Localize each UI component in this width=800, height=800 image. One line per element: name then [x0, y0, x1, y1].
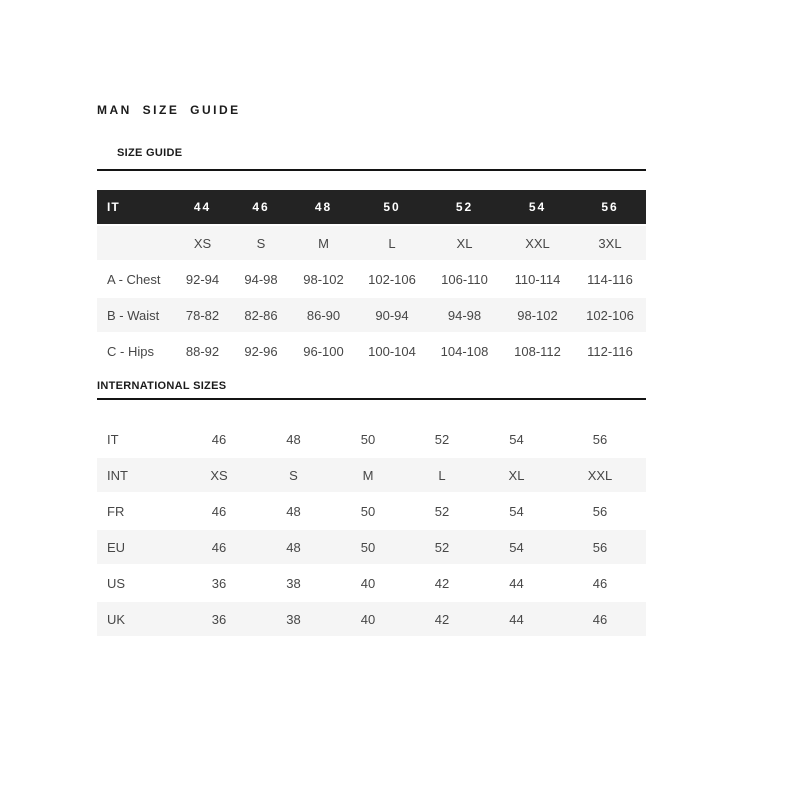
size-value-cell: 102-106: [574, 298, 646, 334]
page-title: MAN SIZE GUIDE: [97, 103, 241, 117]
header-size-cell: 46: [231, 190, 291, 226]
size-value-cell: 102-106: [356, 262, 428, 298]
size-value-cell: 52: [405, 494, 479, 530]
international-size-row: [97, 458, 646, 494]
header-region-cell: IT: [97, 190, 174, 226]
size-value-cell: 56: [554, 422, 646, 458]
size-value-cell: XS: [182, 458, 256, 494]
row-label-cell: C - Hips: [97, 334, 174, 370]
size-value-cell: 106-110: [428, 262, 501, 298]
size-value-cell: 96-100: [291, 334, 356, 370]
size-value-cell: 48: [256, 530, 331, 566]
size-value-cell: 50: [331, 422, 405, 458]
header-size-cell: 48: [291, 190, 356, 226]
size-value-cell: 78-82: [174, 298, 231, 334]
size-value-cell: 38: [256, 602, 331, 638]
size-value-cell: 56: [554, 494, 646, 530]
international-size-row: [97, 602, 646, 638]
size-value-cell: 110-114: [501, 262, 574, 298]
row-label-cell: UK: [97, 602, 182, 638]
size-value-cell: 112-116: [574, 334, 646, 370]
size-value-cell: 56: [554, 530, 646, 566]
size-value-cell: 54: [479, 530, 554, 566]
header-size-cell: 50: [356, 190, 428, 226]
size-value-cell: XS: [174, 226, 231, 262]
header-size-cell: 52: [428, 190, 501, 226]
size-guide-row: [97, 298, 646, 334]
header-size-cell: 54: [501, 190, 574, 226]
size-value-cell: 46: [554, 566, 646, 602]
size-value-cell: 40: [331, 566, 405, 602]
international-sizes-divider: [97, 398, 646, 400]
size-value-cell: M: [331, 458, 405, 494]
size-value-cell: 48: [256, 494, 331, 530]
size-value-cell: 44: [479, 602, 554, 638]
size-value-cell: 98-102: [291, 262, 356, 298]
size-value-cell: 90-94: [356, 298, 428, 334]
size-value-cell: 94-98: [428, 298, 501, 334]
row-label-cell: EU: [97, 530, 182, 566]
size-value-cell: L: [356, 226, 428, 262]
size-value-cell: 40: [331, 602, 405, 638]
size-value-cell: L: [405, 458, 479, 494]
size-value-cell: 48: [256, 422, 331, 458]
international-size-row: [97, 494, 646, 530]
size-value-cell: 114-116: [574, 262, 646, 298]
size-value-cell: XXL: [554, 458, 646, 494]
row-label-cell: A - Chest: [97, 262, 174, 298]
size-value-cell: XL: [479, 458, 554, 494]
international-size-row: [97, 530, 646, 566]
size-value-cell: 42: [405, 566, 479, 602]
size-guide-row: [97, 226, 646, 262]
row-label-cell: INT: [97, 458, 182, 494]
size-guide-divider: [97, 169, 646, 171]
row-label-cell: IT: [97, 422, 182, 458]
size-value-cell: 88-92: [174, 334, 231, 370]
size-value-cell: 86-90: [291, 298, 356, 334]
size-value-cell: S: [256, 458, 331, 494]
size-value-cell: 38: [256, 566, 331, 602]
size-value-cell: 46: [182, 494, 256, 530]
size-value-cell: 36: [182, 566, 256, 602]
size-value-cell: 46: [182, 422, 256, 458]
size-value-cell: 50: [331, 494, 405, 530]
international-size-row: [97, 422, 646, 458]
size-value-cell: XXL: [501, 226, 574, 262]
row-label-cell: US: [97, 566, 182, 602]
row-label-cell: FR: [97, 494, 182, 530]
row-label-cell: [97, 226, 174, 262]
size-value-cell: 108-112: [501, 334, 574, 370]
size-value-cell: 50: [331, 530, 405, 566]
size-value-cell: 46: [182, 530, 256, 566]
size-value-cell: 100-104: [356, 334, 428, 370]
size-value-cell: 92-96: [231, 334, 291, 370]
size-guide-row: [97, 262, 646, 298]
size-value-cell: M: [291, 226, 356, 262]
size-value-cell: 54: [479, 494, 554, 530]
header-size-cell: 44: [174, 190, 231, 226]
size-value-cell: XL: [428, 226, 501, 262]
international-size-row: [97, 566, 646, 602]
size-value-cell: 54: [479, 422, 554, 458]
size-guide-heading: SIZE GUIDE: [117, 147, 183, 159]
size-value-cell: 36: [182, 602, 256, 638]
size-value-cell: 52: [405, 422, 479, 458]
size-value-cell: S: [231, 226, 291, 262]
size-value-cell: 104-108: [428, 334, 501, 370]
size-value-cell: 94-98: [231, 262, 291, 298]
size-value-cell: 98-102: [501, 298, 574, 334]
size-value-cell: 52: [405, 530, 479, 566]
size-guide-header-row: [97, 190, 646, 226]
size-value-cell: 46: [554, 602, 646, 638]
size-value-cell: 44: [479, 566, 554, 602]
size-value-cell: 82-86: [231, 298, 291, 334]
size-guide-table: [97, 190, 646, 370]
international-sizes-table: [97, 422, 646, 638]
size-value-cell: 42: [405, 602, 479, 638]
size-value-cell: 3XL: [574, 226, 646, 262]
row-label-cell: B - Waist: [97, 298, 174, 334]
international-sizes-heading: INTERNATIONAL SIZES: [97, 380, 227, 392]
size-guide-row: [97, 334, 646, 370]
header-size-cell: 56: [574, 190, 646, 226]
size-value-cell: 92-94: [174, 262, 231, 298]
